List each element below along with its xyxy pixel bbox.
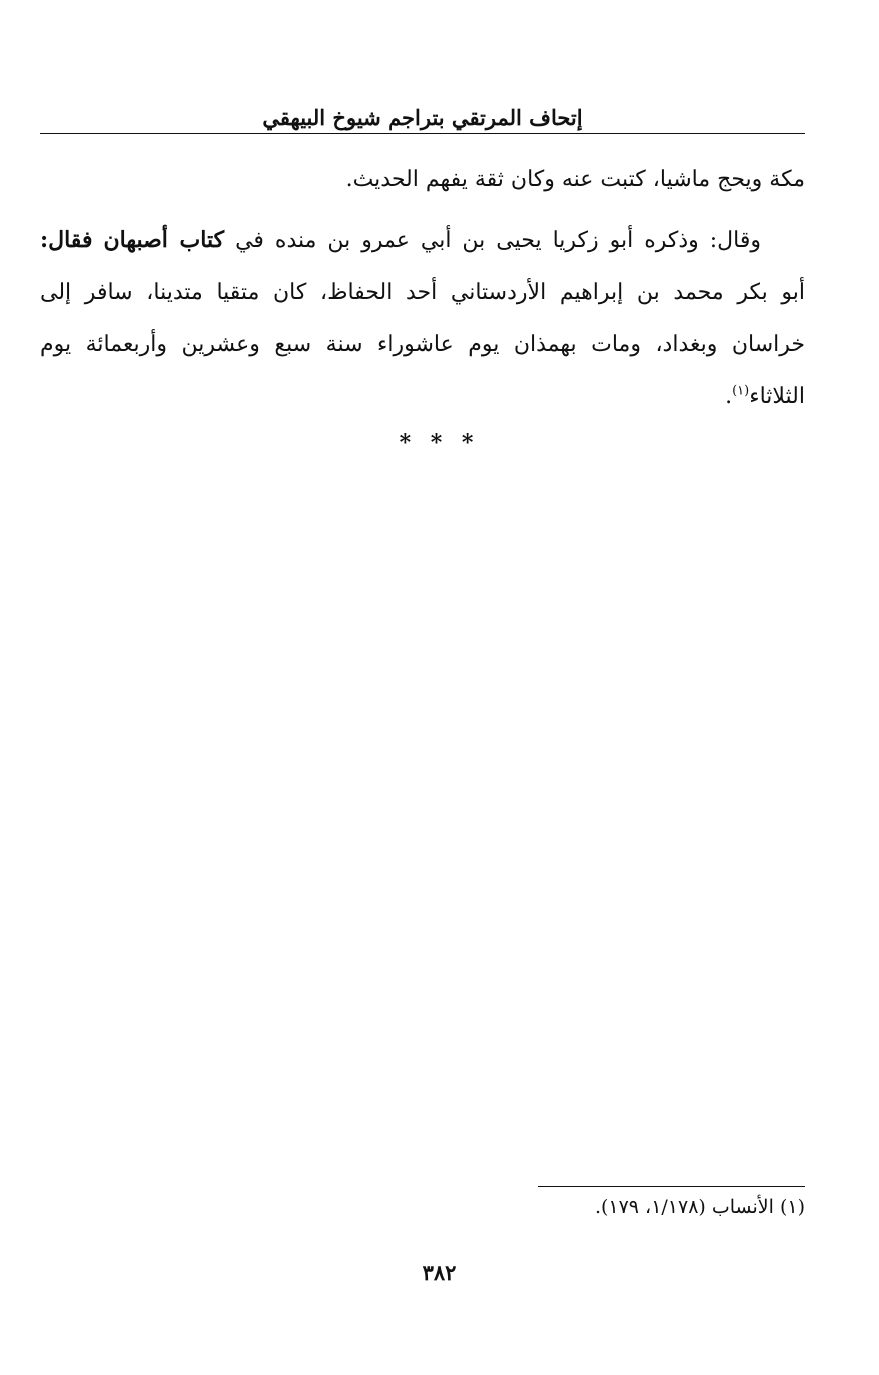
paragraph-1 — [40, 154, 805, 206]
paragraph-2-line-2: أبو بكر محمد بن إبراهيم الأردستاني أحد الحفاظ، كان متقيا متدينا، سافر إلى — [40, 280, 805, 305]
footnote-rule — [538, 1186, 805, 1187]
page-number: ٣٨٢ — [422, 1260, 457, 1285]
paragraph-2-line-4-end: . — [725, 384, 733, 409]
book-title-bold: كتاب أصبهان — [103, 227, 225, 253]
paragraph-2 — [40, 214, 805, 423]
footnote-1: (١) الأنساب (١/١٧٨، ١٧٩). — [594, 1196, 805, 1218]
paragraph-2-line-1 — [40, 214, 805, 267]
running-header: إتحاف المرتقي بتراجم شيوخ البيهقي — [262, 105, 583, 130]
footnote-reference[interactable]: (١) — [732, 383, 750, 399]
paragraph-2-line-4 — [40, 371, 805, 423]
paragraph-2-line-4-text: الثلاثاء — [749, 384, 805, 409]
paragraph-1-line-1: مكة ويحج ماشيا، كتبت عنه وكان ثقة يفهم الحديث. — [345, 167, 805, 192]
header-rule — [40, 133, 805, 134]
paragraph-2-line-1-end: فقال: — [40, 227, 93, 253]
section-separator: * * * — [399, 430, 480, 456]
paragraph-2-line-3: خراسان وبغداد، ومات بهمذان يوم عاشوراء سنة سبع وعشرين وأربعمائة يوم — [40, 332, 805, 357]
paragraph-2-line-1-text: وقال: وذكره أبو زكريا يحيى بن أبي عمرو بن منده في — [235, 228, 762, 253]
